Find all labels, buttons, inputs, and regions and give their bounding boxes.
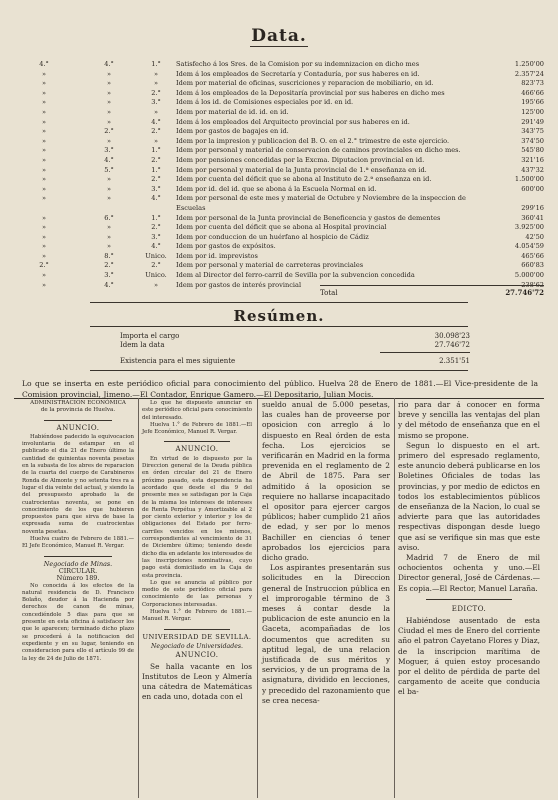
row-amount: 1.250'00 bbox=[514, 60, 544, 68]
row-col-3: 3.° bbox=[151, 184, 161, 193]
column-divider-1 bbox=[138, 398, 139, 798]
row-col-1: » bbox=[41, 107, 47, 116]
row-col-2: » bbox=[106, 88, 112, 97]
row-description: Idem por material de id. id. en id. bbox=[176, 107, 289, 116]
table-row bbox=[14, 60, 544, 70]
row-col-1: 4.° bbox=[39, 60, 49, 68]
table-row bbox=[14, 118, 544, 128]
row-description: Idem por gastos de interés provincial bbox=[176, 280, 302, 289]
row-col-2: » bbox=[106, 242, 112, 251]
total-row bbox=[14, 288, 544, 298]
col1-anuncio-title: ANUNCIO. bbox=[56, 423, 100, 432]
table-row bbox=[14, 214, 544, 224]
total-label: Total bbox=[320, 289, 338, 297]
row-amount: 660'83 bbox=[521, 261, 544, 270]
column-divider-2 bbox=[257, 398, 258, 798]
row-col-1: » bbox=[41, 251, 47, 260]
table-row bbox=[14, 175, 544, 185]
table-row bbox=[14, 233, 544, 243]
columns-top-rule bbox=[14, 398, 544, 399]
expense-table bbox=[14, 60, 544, 290]
row-col-3: » bbox=[153, 107, 159, 116]
row-col-1: » bbox=[41, 232, 47, 241]
row-col-2: 2.° bbox=[104, 127, 114, 136]
row-col-3: 4.° bbox=[151, 194, 161, 203]
row-description: Idem por material de oficinas, suscriciones y reparacion de mobiliario, en id. bbox=[176, 79, 434, 88]
col2-paragraph-1: Lo que he dispuesto anunciar en este periódico oficial para conocimiento del interesado. bbox=[142, 400, 252, 421]
table-row bbox=[14, 156, 544, 166]
row-col-1: » bbox=[41, 79, 47, 88]
row-col-3: 2.° bbox=[151, 155, 161, 164]
row-amount: 291'49 bbox=[521, 117, 544, 126]
row-amount: 321'16 bbox=[521, 155, 544, 164]
table-row bbox=[14, 70, 544, 80]
table-row bbox=[14, 108, 544, 118]
row-col-1: » bbox=[41, 136, 47, 145]
row-col-2: » bbox=[106, 79, 112, 88]
col1-numero: Número 189. bbox=[56, 574, 100, 583]
column-divider-3 bbox=[394, 398, 395, 798]
row-col-3: » bbox=[153, 136, 159, 145]
row-col-2: » bbox=[106, 69, 112, 78]
row-amount: 4.054'59 bbox=[514, 242, 544, 251]
row-amount: 42'50 bbox=[525, 232, 544, 241]
table-row bbox=[14, 194, 544, 204]
column-administracion bbox=[22, 400, 134, 663]
official-notice: Lo que se inserta en este periódico oficial para conocimiento del público. Huelva 28 de Enero de 1881.—El Vice-presidente de la Comision provincial, Jimeno.—El Contador, Enrique Gamero.—El Depositario, Julian Mocis. bbox=[22, 379, 538, 399]
row-col-2: » bbox=[106, 98, 112, 107]
row-col-2: 4.° bbox=[104, 60, 114, 68]
col2-sep-2 bbox=[164, 629, 230, 630]
row-col-3: 1.° bbox=[151, 165, 161, 174]
row-col-2: 2.° bbox=[104, 261, 114, 270]
col2-anuncio-title-2: ANUNCIO. bbox=[175, 651, 219, 660]
row-description: Idem por personal de la Junta provincial de Beneficencia y gastos de dementes bbox=[176, 213, 441, 222]
row-col-2: » bbox=[106, 184, 112, 193]
summary-existencia-label: Existencia para el mes siguiente bbox=[120, 357, 236, 365]
col3-paragraph-1: sueldo anual de 5.000 pesetas, las cuales han de proveerse por oposicion con arreglo á lo dispuesto en Real órden de esta fecha. Los ejercicios se verificarán en Madrid en la forma prevenida en el reglamento de 2 de Abril de 1875. Para ser admitido á la oposicion se requiere no hallarse incapacitado el opositor para ejercer cargos públicos; haber cumplido 21 años de edad, y ser por lo menos Bachiller en ciencias ó tener aprobados los ejercicios para dicho grado. bbox=[262, 400, 390, 563]
summary-data-value: 27.746'72 bbox=[434, 341, 470, 349]
table-row bbox=[14, 185, 544, 195]
row-amount: 545'80 bbox=[521, 146, 544, 155]
total-top-rule bbox=[320, 285, 544, 286]
table-row bbox=[14, 166, 544, 176]
col2-negociado: Negociado de Universidades. bbox=[151, 642, 243, 650]
summary-existencia-value: 2.351'51 bbox=[439, 357, 470, 365]
row-description: Escuelas bbox=[176, 203, 206, 212]
table-row bbox=[14, 204, 544, 214]
row-description: Idem por cuenta del déficit que se abona al Hospital provincial bbox=[176, 223, 387, 232]
row-col-1: » bbox=[41, 88, 47, 97]
col2-sep-1 bbox=[164, 441, 230, 442]
row-amount: 2.357'24 bbox=[514, 69, 544, 78]
row-col-2: 3.° bbox=[104, 271, 114, 280]
col2-paragraph-2: Huelva 1.° de Febrero de 1881.—El Jefe Económico, Manuel R. Vergar. bbox=[142, 421, 252, 436]
row-description: Idem por id. imprevistos bbox=[176, 251, 258, 260]
row-col-1: » bbox=[41, 223, 47, 232]
row-col-3: 4.° bbox=[151, 242, 161, 251]
row-amount: 374'50 bbox=[521, 136, 544, 145]
row-col-3: 1.° bbox=[151, 60, 161, 68]
col1-subheading: de la provincia de Huelva. bbox=[40, 407, 116, 414]
column-anuncios bbox=[142, 400, 252, 702]
row-col-1: 2.° bbox=[39, 261, 49, 270]
resumen-title: Resúmen. bbox=[233, 307, 325, 325]
row-col-1: » bbox=[41, 117, 47, 126]
row-amount: 466'66 bbox=[521, 88, 544, 97]
table-row bbox=[14, 98, 544, 108]
table-row bbox=[14, 127, 544, 137]
row-col-3: 2.° bbox=[151, 261, 161, 270]
row-amount: 3.925'00 bbox=[514, 223, 544, 232]
row-amount: 465'66 bbox=[521, 251, 544, 260]
row-description: Idem á los id. de Comisiones especiales por id. en id. bbox=[176, 98, 354, 107]
row-col-1: » bbox=[41, 213, 47, 222]
row-col-1: » bbox=[41, 155, 47, 164]
row-col-1: » bbox=[41, 69, 47, 78]
col1-sep-2 bbox=[44, 556, 111, 557]
row-col-3: » bbox=[153, 280, 159, 289]
row-description: Idem por id. del id. que se abona á la Escuela Normal en id. bbox=[176, 184, 377, 193]
row-col-1: » bbox=[41, 146, 47, 155]
row-description: Idem al Director del ferro-carril de Sevilla por la subvencion concedida bbox=[176, 271, 415, 280]
row-col-3: 3.° bbox=[151, 98, 161, 107]
column-oposicion bbox=[262, 400, 390, 706]
summary-bottom-rule bbox=[90, 370, 468, 371]
col2-anuncio-title: ANUNCIO. bbox=[175, 445, 219, 454]
table-row bbox=[14, 261, 544, 271]
col2-universidad: UNIVERSIDAD DE SEVILLA. bbox=[142, 632, 252, 641]
col1-circular: CIRCULAR. bbox=[58, 566, 98, 575]
col4-paragraph-1: rio para dar á conocer en forma breve y sencilla las ventajas del plan y del método de enseñanza que en el mismo se propone. bbox=[398, 400, 540, 440]
title-underline bbox=[250, 46, 308, 47]
row-col-3: 4.° bbox=[151, 117, 161, 126]
row-amount: 238'62 bbox=[521, 280, 544, 289]
col2-paragraph-4: Lo que se anuncia al público por medio de este periódico oficial para conocimiento de las personas y Corporaciones interesadas. bbox=[142, 579, 252, 608]
summary-cargo-value: 30.098'23 bbox=[434, 332, 470, 340]
table-row bbox=[14, 89, 544, 99]
row-col-3: Unico. bbox=[145, 251, 167, 260]
row-description: Idem por cuenta del déficit que se abona al Instituto de 2.ª enseñanza en id. bbox=[176, 175, 432, 184]
col4-sep bbox=[426, 599, 511, 600]
row-amount: 195'66 bbox=[521, 98, 544, 107]
row-col-2: » bbox=[106, 232, 112, 241]
row-col-2: 5.° bbox=[104, 165, 114, 174]
row-col-2: 8.° bbox=[104, 251, 114, 260]
row-col-3: » bbox=[153, 79, 159, 88]
summary-cargo-label: Importa el cargo bbox=[120, 332, 180, 340]
row-col-2: » bbox=[106, 175, 112, 184]
row-col-2: 4.° bbox=[104, 155, 114, 164]
resumen-top-rule bbox=[90, 302, 468, 303]
row-amount: 125'00 bbox=[521, 107, 544, 116]
row-col-1: » bbox=[41, 165, 47, 174]
row-col-1: » bbox=[41, 194, 47, 203]
row-col-2: 4.° bbox=[104, 280, 114, 289]
row-col-3: 1.° bbox=[151, 213, 161, 222]
row-col-2: » bbox=[106, 194, 112, 203]
row-description: Idem por la impresion y publicacion del B. O. en el 2.° trimestre de este ejercicio. bbox=[176, 136, 450, 145]
row-amount: 360'41 bbox=[521, 213, 544, 222]
table-row bbox=[14, 252, 544, 262]
row-col-2: » bbox=[106, 107, 112, 116]
row-col-1: » bbox=[41, 127, 47, 136]
row-col-1: » bbox=[41, 242, 47, 251]
row-col-1: » bbox=[41, 175, 47, 184]
row-col-2: » bbox=[106, 117, 112, 126]
row-col-3: 1.° bbox=[151, 146, 161, 155]
summary-existencia bbox=[120, 356, 470, 366]
row-amount: 823'73 bbox=[521, 79, 544, 88]
row-description: Idem por conduccion de un huérfano al hospicio de Cádiz bbox=[176, 232, 369, 241]
row-description: Idem á los empleados del Arquitecto provincial por sus haberes en id. bbox=[176, 117, 410, 126]
row-description: Idem á los empleados de Secretaría y Contaduría, por sus haberes en id. bbox=[176, 69, 420, 78]
row-amount: 1.500'00 bbox=[514, 175, 544, 184]
table-row bbox=[14, 223, 544, 233]
col1-paragraph-1: Habiéndose padecido la equivocacion involuntaria de estampar en el publicado el dia 21 de Enero último la cantidad de quinientas noventa pesetas en la subasta de los abres de reparacion de la cuarta del cuerpo de Carabineros Ronda de Almonte y no setenta tres ra a lugar el dia veinte del actual, y siendo la del presupuesto aprobado la de cuatrocientas noventa, se pone en conocimiento de los que hubieren propuestos para que sirva de base la expresada suma de cuatrocientas noventa pesetas. bbox=[22, 433, 134, 535]
row-amount: 343'75 bbox=[521, 127, 544, 136]
row-description: Idem por personal y material de carreteras provinciales bbox=[176, 261, 364, 270]
row-description: Idem por personal y material de la Junta provincial de 1.ª enseñanza en id. bbox=[176, 165, 427, 174]
row-description: Idem á los empleados de la Depositaría provincial por sus haberes en dicho mes bbox=[176, 88, 445, 97]
summary-rule bbox=[380, 352, 470, 353]
col1-sep-1 bbox=[44, 420, 111, 421]
table-row bbox=[14, 146, 544, 156]
col2-paragraph-5: Huelva 1.° de Febrero de 1881.—Manuel R. Vergar. bbox=[142, 609, 252, 623]
col1-paragraph-2: Huelva cuatro de Febrero de 1881.—El Jefe Económico, Manuel R. Vergar. bbox=[22, 536, 134, 550]
col2-paragraph-6: Se halla vacante en los Institutos de Leon y Almería una cátedra de Matemáticas en cada uno, dotada con el bbox=[142, 661, 252, 702]
row-description: Idem por pensiones concedidas por la Excma. Diputacion provincial en id. bbox=[176, 155, 425, 164]
row-col-2: » bbox=[106, 223, 112, 232]
row-col-2: 3.° bbox=[104, 146, 114, 155]
col1-negociado: Negociado de Minas. bbox=[43, 559, 113, 568]
row-col-3: 2.° bbox=[151, 175, 161, 184]
col3-paragraph-2: Los aspirantes presentarán sus solicitudes en la Direccion general de Instruccion pública en el improrogable término de 3 meses á contar desde la publicacion de este anuncio en la Gaceta, acompañadas de los documentos que acrediten su aptitud legal, de una relacion justificada de sus méritos y servicios, y de un programa de la asignatura, dividido en lecciones, y precedido del razonamiento que se crea necesa- bbox=[262, 563, 390, 705]
col4-paragraph-2: Segun lo dispuesto en el art. primero del espresado reglamento, este anuncio deberá publicarse en los Boletines Oficiales de todas las provincias, y por medio de edictos en todos los establecimientos públicos de enseñanza de la Nacion, lo cual se advierte para que las autoridades respectivas dispongan desde luego que así se verifique sin mas que este aviso. bbox=[398, 440, 540, 552]
row-col-3: 2.° bbox=[151, 223, 161, 232]
summary-data-label: Idem la data bbox=[120, 341, 165, 349]
column-edicto bbox=[398, 400, 540, 698]
row-col-3: 2.° bbox=[151, 127, 161, 136]
row-col-1: » bbox=[41, 98, 47, 107]
col2-paragraph-3: En virtud de lo dispuesto por la Direccion general de la Deuda pública en órden circular del 21 de Enero próximo pasado, esta dependencia ha acordado que desde el dia 9 del presente mes se satisfagan por la Caja de la misma los intereses de intereses de Renta Perpétua y Amortizable al 2 por ciento exterior y interior y los de obligaciones del Estado por ferro-carriles vencidos en los mismos, correspondientes al vencimiento de 31 de Diciembre último; teniendo desde dicho dia en adelante los interesados de las inscripciones nominativas, cuyo pago está domiciliado en la Caja de esta provincia. bbox=[142, 455, 253, 579]
row-description: Idem por gastos de expósitos. bbox=[176, 242, 276, 251]
table-row bbox=[14, 137, 544, 147]
table-row bbox=[14, 271, 544, 281]
row-description: Idem por gastos de bagajes en id. bbox=[176, 127, 289, 136]
row-amount: 437'32 bbox=[521, 165, 544, 174]
row-amount: 299'16 bbox=[521, 203, 544, 212]
col4-paragraph-4: Habiéndose ausentado de esta Ciudad el mes de Enero del corriente año el patron Cayetano Flores y Diaz, de la inscripcion marítima de Moguer, á quien estoy procesando por el delito de pérdida de parte del cargamento de aceite que conducia el ba- bbox=[398, 616, 540, 697]
row-col-1: » bbox=[41, 184, 47, 193]
row-description: Idem por personal de este mes y material de Octubre y Noviembre de la inspeccion de bbox=[176, 194, 466, 203]
row-amount: 600'00 bbox=[521, 184, 544, 193]
resumen-bottom-rule bbox=[90, 326, 468, 327]
row-description: Satisfecho á los Sres. de la Comision por su indemnizacion en dicho mes bbox=[176, 60, 420, 68]
row-col-2: » bbox=[106, 136, 112, 145]
row-col-1: » bbox=[41, 271, 47, 280]
section-title: Data. bbox=[251, 26, 307, 46]
col1-paragraph-3: No conocida á los efectos de la natural residencia de D. Francisco Bolaño, deudor á la Hacienda por derechos de canon de minas, concediéndole 5 dias para que se presente en esta oficina á satisfacer los que le aparecen; terminado dicho plazo se procederá á la notificacion del expediente y en su lugar, teniendo en consideracion para ello el artículo 99 de la ley de 24 de Julio de 1871. bbox=[22, 582, 134, 662]
table-row bbox=[14, 79, 544, 89]
summary-data bbox=[120, 340, 470, 350]
row-amount: 5.000'00 bbox=[514, 271, 544, 280]
col4-edicto-title: EDICTO. bbox=[451, 604, 487, 613]
col4-paragraph-3: Madrid 7 de Enero de mil ochocientos ochenta y uno.—El Director general, José de Cárdenas.—Es copia.—El Rector, Manuel Laraña. bbox=[398, 553, 540, 593]
total-amount: 27.746'72 bbox=[505, 288, 544, 297]
row-col-3: 2.° bbox=[151, 88, 161, 97]
row-description: Idem por personal y material de conservacion de caminos provinciales en dicho mes. bbox=[176, 146, 461, 155]
row-col-2: 6.° bbox=[104, 213, 114, 222]
table-row bbox=[14, 242, 544, 252]
row-col-3: » bbox=[153, 69, 159, 78]
row-col-1: » bbox=[41, 280, 47, 289]
row-col-3: 3.° bbox=[151, 232, 161, 241]
col1-heading: ADMINISTRACION ECONÓMICA bbox=[30, 400, 126, 406]
row-col-3: Unico. bbox=[145, 271, 167, 280]
